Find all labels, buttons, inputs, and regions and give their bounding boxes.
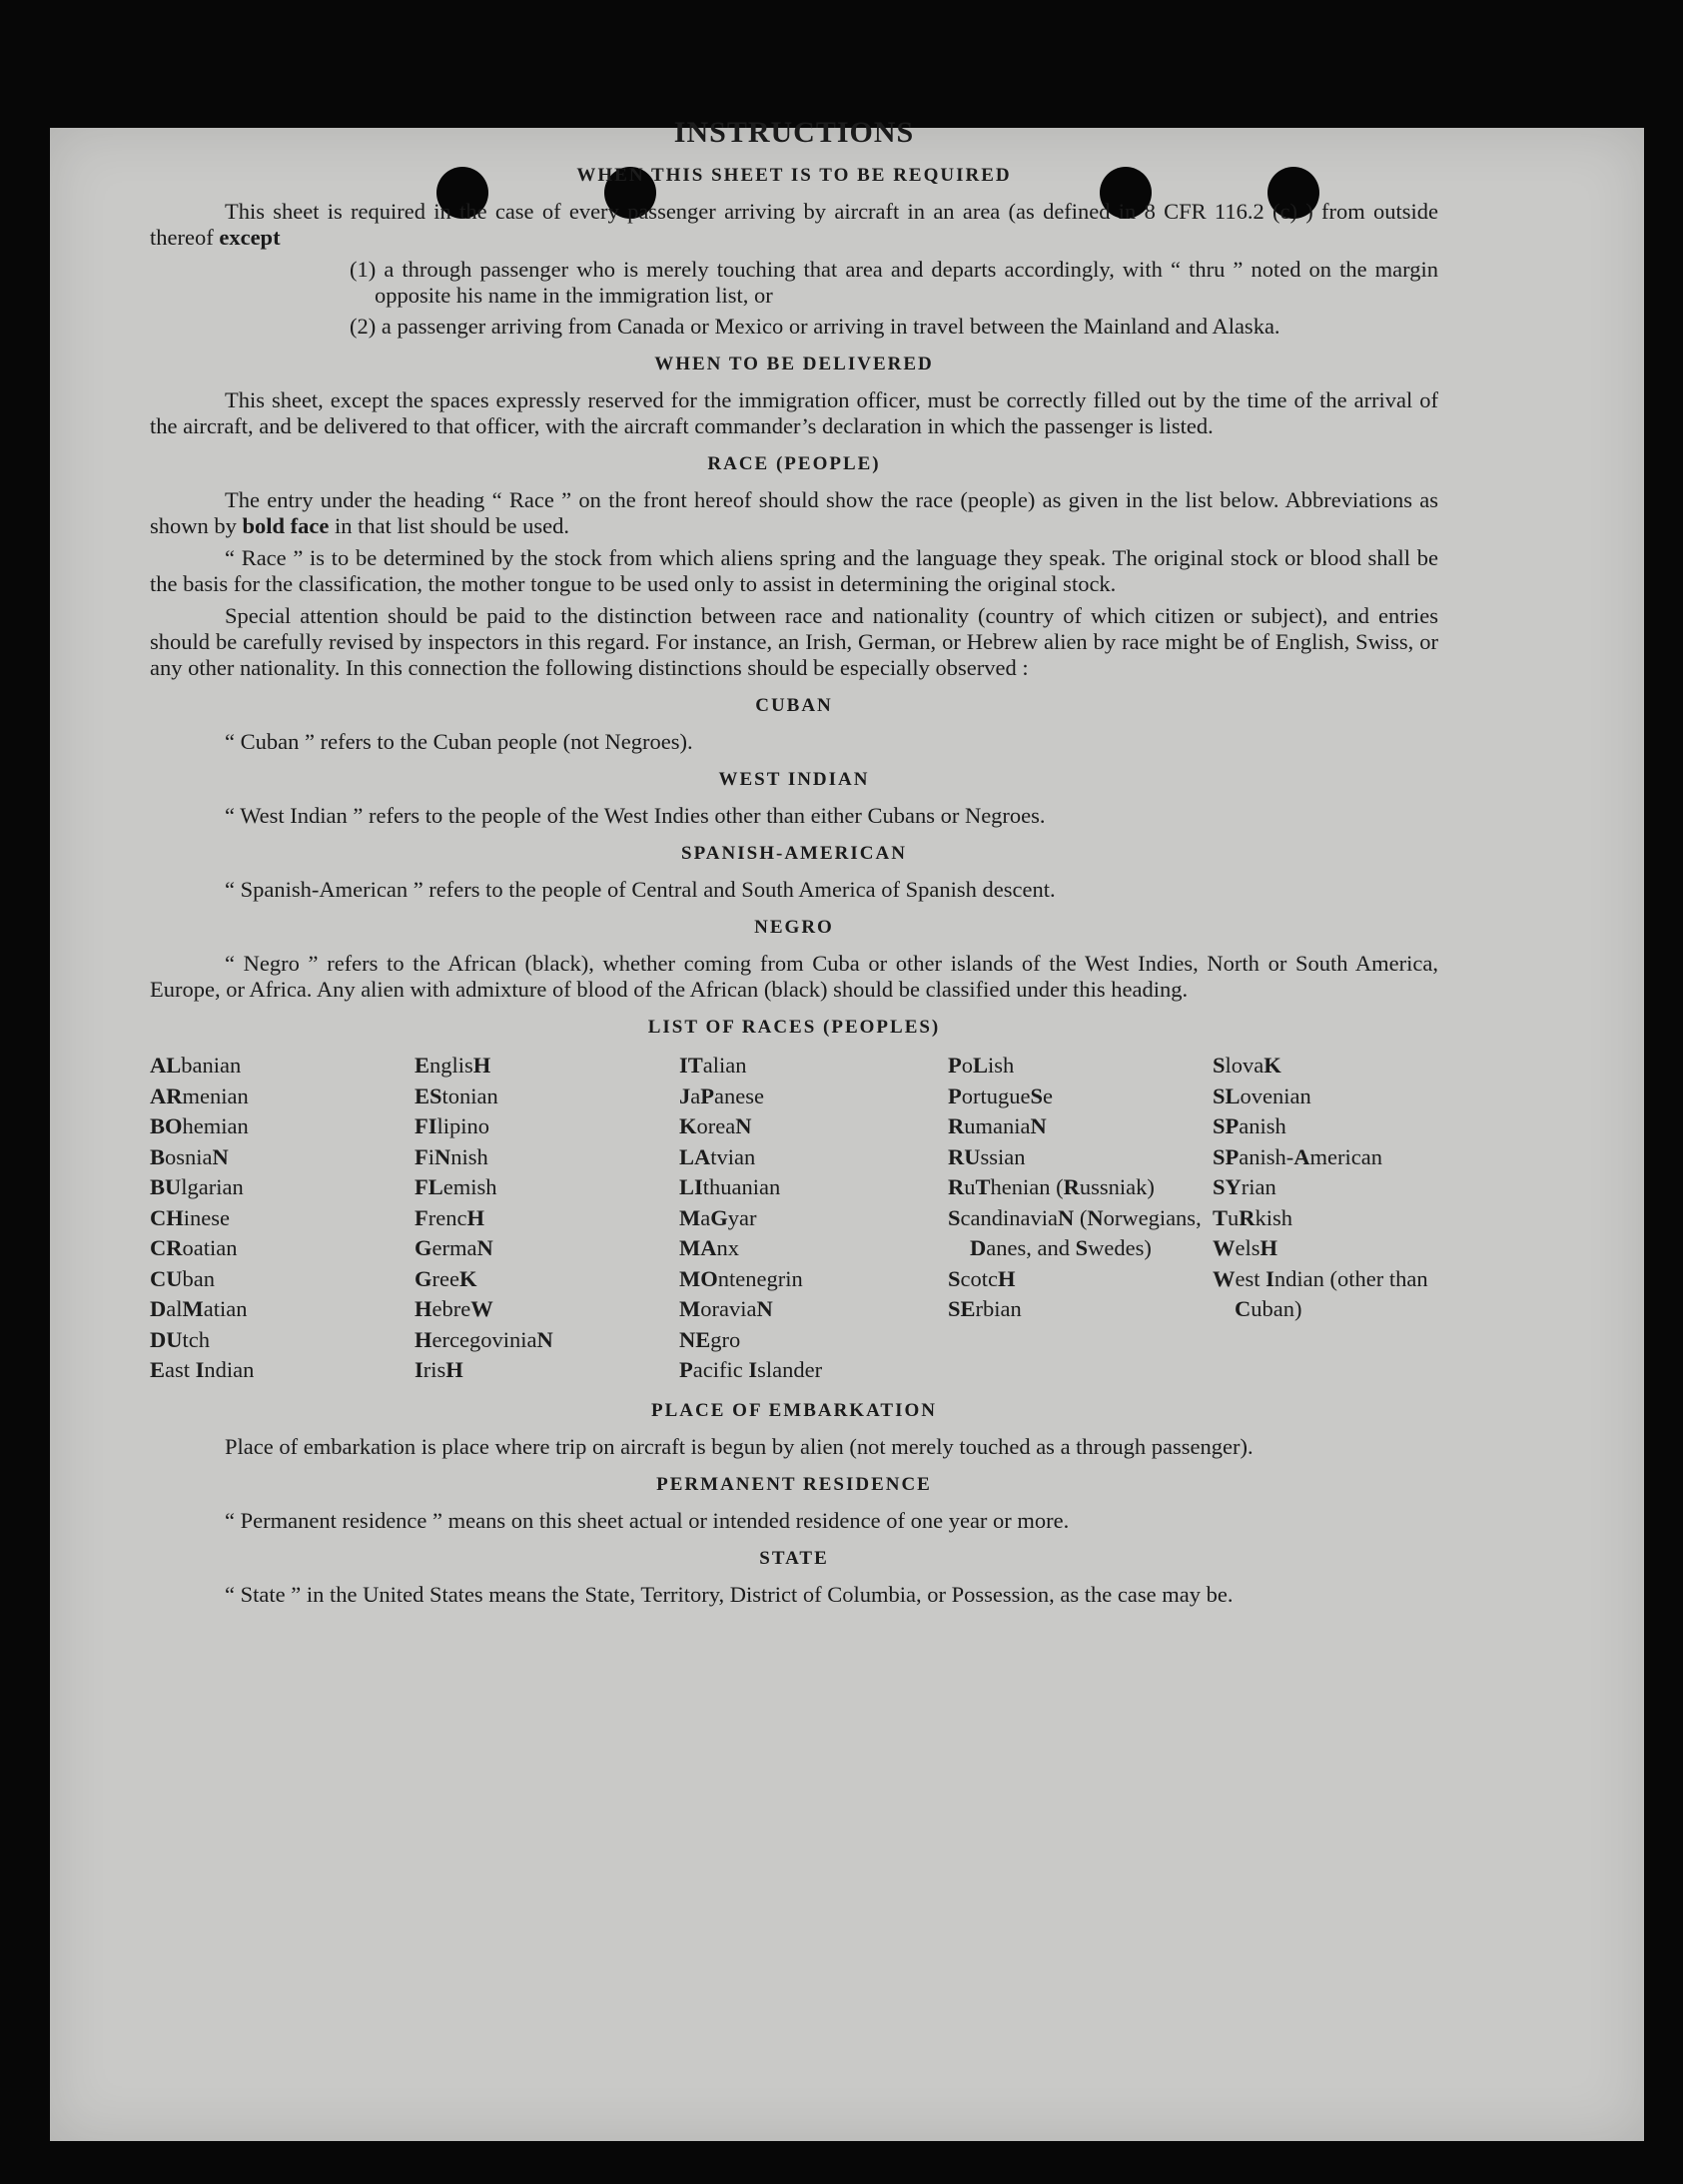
race-entry: CUban: [150, 1265, 215, 1291]
race-entry: EnglisH: [415, 1053, 491, 1078]
races-column: [948, 1051, 1213, 1386]
race-entry: GermaN: [415, 1235, 493, 1260]
section-heading-residence: PERMANENT RESIDENCE: [656, 1473, 932, 1495]
section-heading-required: WHEN THIS SHEET IS TO BE REQUIRED: [576, 165, 1012, 186]
race-entry: NEgro: [679, 1326, 741, 1352]
race-entry: SPanish-American: [1213, 1143, 1382, 1169]
races-list: [150, 1051, 1438, 1386]
section-heading-races-list: LIST OF RACES (PEOPLES): [647, 1017, 941, 1038]
race-entry: JaPanese: [679, 1083, 764, 1108]
race-entry: SLovenian: [1213, 1083, 1311, 1108]
races-column: [150, 1051, 415, 1386]
cuban-text: “ Cuban ” refers to the Cuban people (not Negroes).: [225, 729, 693, 754]
races-column: [1213, 1051, 1438, 1386]
race-entry: East Indian: [150, 1357, 255, 1382]
required-item-2: (2) a passenger arriving from Canada or Mexico or arriving in travel between the Mainland and Alaska.: [350, 314, 1280, 339]
residence-text: “ Permanent residence ” means on this sheet actual or intended residence of one year or more.: [225, 1507, 1070, 1533]
embarkation-text: Place of embarkation is place where trip on aircraft is begun by alien (not merely touched as a through passenger).: [225, 1433, 1254, 1459]
race-entry: ARmenian: [150, 1083, 249, 1108]
state-text: “ State ” in the United States means the State, Territory, District of Columbia, or Possession, as the case may be.: [225, 1581, 1234, 1607]
race-entry: Pacific Islander: [679, 1357, 823, 1382]
race-entry: IrisH: [415, 1357, 463, 1382]
race-entry: SPanish: [1213, 1113, 1286, 1138]
required-item-1: (1) a through passenger who is merely touching that area and departs accordingly, with “ thru ” noted on the margin opposite his name in the immigration list, or: [350, 257, 1438, 308]
race-entry: SlovaK: [1213, 1053, 1281, 1078]
race-entry: KoreaN: [679, 1113, 752, 1138]
race-entry: LIthuanian: [679, 1174, 781, 1199]
race-entry: BOhemian: [150, 1113, 249, 1138]
race-entry: FLemish: [415, 1174, 497, 1199]
race-entry: MoraviaN: [679, 1296, 773, 1321]
race-entry: TuRkish: [1213, 1204, 1293, 1230]
race-entry: MOntenegrin: [679, 1265, 803, 1291]
delivered-text: This sheet, except the spaces expressly reserved for the immigration officer, must be correctly filled out by the time of the arrival of the aircraft, and be delivered to that officer, with the aircraft commander’s declaration in which the passenger is listed.: [150, 387, 1438, 438]
race-entry: PoLish: [948, 1053, 1015, 1078]
race-entry: CHinese: [150, 1204, 230, 1230]
section-heading-embarkation: PLACE OF EMBARKATION: [651, 1399, 937, 1421]
race-entry: RUssian: [948, 1143, 1026, 1169]
section-heading-cuban: CUBAN: [755, 695, 833, 716]
race-entry: BUlgarian: [150, 1174, 244, 1199]
race-entry: DUtch: [150, 1326, 210, 1352]
race-entry: FIlipino: [415, 1113, 490, 1138]
race-entry: HebreW: [415, 1296, 493, 1321]
spanish-american-text: “ Spanish-American ” refers to the people of Central and South America of Spanish descent.: [225, 877, 1056, 902]
race-entry: RuThenian (Russniak): [948, 1174, 1155, 1199]
race-entry: West Indian (other than Cuban): [1213, 1265, 1428, 1321]
race-entry: RumaniaN: [948, 1113, 1047, 1138]
race-entry: ALbanian: [150, 1053, 242, 1078]
document-body: [150, 115, 1438, 1614]
section-heading-state: STATE: [759, 1547, 829, 1569]
required-intro: This sheet is required in the case of every passenger arriving by aircraft in an area (as defined in 8 CFR 116.2 (c) ) from outside thereof except: [150, 199, 1438, 250]
section-heading-west-indian: WEST INDIAN: [718, 769, 870, 790]
section-heading-race: RACE (PEOPLE): [707, 453, 881, 474]
race-paragraph-2: “ Race ” is to be determined by the stock from which aliens spring and the language they speak. The original stock or blood shall be the basis for the classification, the mother tongue to be used only to assist in determining the original stock.: [150, 545, 1438, 596]
races-column: [679, 1051, 948, 1386]
race-entry: ITalian: [679, 1053, 747, 1078]
race-entry: EStonian: [415, 1083, 498, 1108]
negro-text: “ Negro ” refers to the African (black), whether coming from Cuba or other islands of the West Indies, North or South America, Europe, or Africa. Any alien with admixture of blood of the African (black) should be classified under this heading.: [150, 951, 1438, 1002]
section-heading-delivered: WHEN TO BE DELIVERED: [654, 354, 934, 374]
race-entry: FrencH: [415, 1204, 484, 1230]
race-entry: GreeK: [415, 1265, 477, 1291]
race-entry: FiNnish: [415, 1143, 488, 1169]
race-entry: PortugueSe: [948, 1083, 1053, 1108]
race-entry: MaGyar: [679, 1204, 757, 1230]
race-entry: WelsH: [1213, 1235, 1278, 1260]
page-title: INSTRUCTIONS: [673, 116, 915, 149]
race-entry: SYrian: [1213, 1174, 1276, 1199]
race-entry: DalMatian: [150, 1296, 248, 1321]
race-paragraph-3: Special attention should be paid to the distinction between race and nationality (country of which citizen or subject), and entries should be carefully revised by inspectors in this regard. For instance, an Irish, German, or Hebrew alien by race might be of English, Swiss, or any other nationality. In this connection the following distinctions should be especially observed :: [150, 603, 1438, 680]
race-entry: LAtvian: [679, 1143, 756, 1169]
race-entry: ScotcH: [948, 1265, 1016, 1291]
race-entry: SErbian: [948, 1296, 1022, 1321]
race-entry: CRoatian: [150, 1235, 238, 1260]
race-paragraph-1: The entry under the heading “ Race ” on the front hereof should show the race (people) as given in the list below. Abbreviations as shown by bold face in that list should be used.: [150, 487, 1438, 538]
race-entry: BosniaN: [150, 1143, 229, 1169]
section-heading-negro: NEGRO: [754, 917, 834, 938]
race-entry: MAnx: [679, 1235, 739, 1260]
race-entry: HercegoviniaN: [415, 1326, 553, 1352]
races-column: [415, 1051, 679, 1386]
section-heading-spanish-american: SPANISH-AMERICAN: [681, 843, 907, 864]
race-entry: ScandinaviaN (Norwegians, Danes, and Swedes): [948, 1204, 1202, 1260]
west-indian-text: “ West Indian ” refers to the people of the West Indies other than either Cubans or Negroes.: [225, 803, 1046, 828]
